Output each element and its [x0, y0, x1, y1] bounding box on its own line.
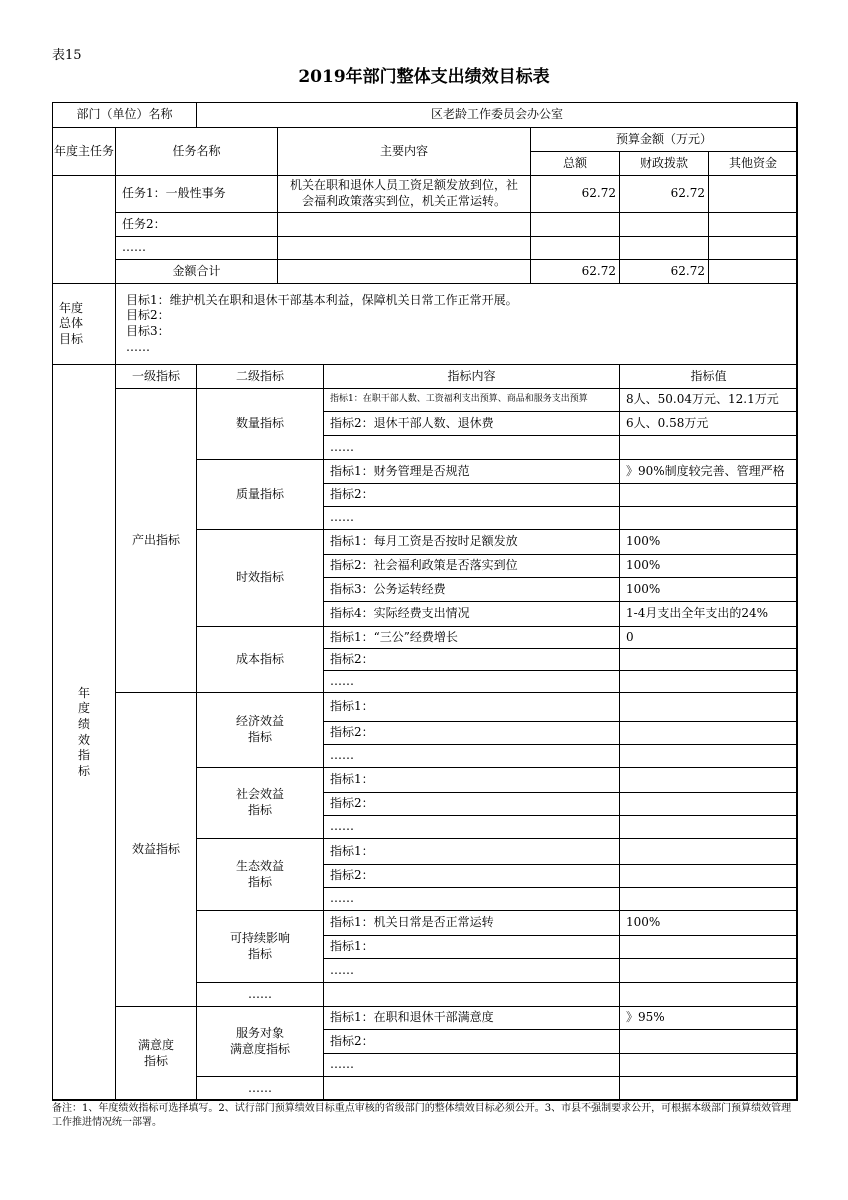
level2-indicator: 社会效益 指标	[196, 767, 324, 839]
indicator-content: 指标2：	[323, 1029, 620, 1054]
level2-indicator: 成本指标	[196, 626, 324, 693]
indicator-content: 指标2：	[323, 648, 620, 671]
indicator-content: 指标1：每月工资是否按时足额发放	[323, 529, 620, 555]
indicator-content: 指标1：	[323, 935, 620, 959]
level2-indicator: 服务对象 满意度指标	[196, 1006, 324, 1077]
task-total: 62.72	[530, 175, 620, 213]
dept-name-value: 区老龄工作委员会办公室	[196, 102, 798, 128]
level2-indicator: 生态效益 指标	[196, 838, 324, 911]
task-content	[277, 212, 531, 237]
sum-total: 62.72	[530, 259, 620, 284]
level1-indicator: 满意度 指标	[115, 1006, 197, 1101]
level2-indicator: 经济效益 指标	[196, 692, 324, 768]
level2-indicator: 质量指标	[196, 459, 324, 530]
task-other	[708, 236, 798, 260]
indicator-value	[619, 887, 798, 911]
task-content-line: 机关在职和退休人员工资足额发放到位，社	[289, 178, 518, 193]
perf-side-label: 年 度 绩 效 指 标	[52, 364, 116, 1101]
indicator-content: 指标1：财务管理是否规范	[323, 459, 620, 484]
sum-fiscal: 62.72	[619, 259, 709, 284]
level2-indicator: 数量指标	[196, 388, 324, 460]
indicator-value	[619, 744, 798, 768]
indicator-content: 指标1：	[323, 767, 620, 793]
level2-indicator: ……	[196, 982, 324, 1007]
indicator-value: 100%	[619, 554, 798, 578]
indicator-value: 1-4月支出全年支出的24%	[619, 601, 798, 627]
indicator-content-header: 指标内容	[323, 364, 620, 389]
indicator-value: 6人、0.58万元	[619, 411, 798, 436]
goals-label-part: 总体	[59, 316, 84, 331]
task-total	[530, 236, 620, 260]
indicator-value	[619, 506, 798, 530]
budget-fiscal-header: 财政拨款	[619, 151, 709, 176]
indicator-content	[323, 1076, 620, 1101]
indicator-content: 指标1：“三公”经费增长	[323, 626, 620, 649]
indicator-content: 指标2：	[323, 792, 620, 816]
indicator-value	[619, 1076, 798, 1101]
indicator-content: 指标1：	[323, 692, 620, 722]
level2-header: 二级指标	[196, 364, 324, 389]
level2-indicator: 可持续影响 指标	[196, 910, 324, 983]
budget-amount-header: 预算金额（万元）	[530, 127, 798, 152]
indicator-value: 8人、50.04万元、12.1万元	[619, 388, 798, 412]
task-name-header: 任务名称	[115, 127, 278, 176]
indicator-content: ……	[323, 435, 620, 460]
level1-indicator: 效益指标	[115, 692, 197, 1007]
indicator-value	[619, 435, 798, 460]
indicator-value-blank	[619, 982, 798, 1007]
indicator-content: 指标2：	[323, 864, 620, 888]
dept-name-label: 部门（单位）名称	[52, 102, 197, 128]
goal-item: ……	[126, 339, 150, 354]
indicator-value	[619, 648, 798, 671]
indicator-value-header: 指标值	[619, 364, 798, 389]
indicator-content: ……	[323, 1053, 620, 1077]
annual-goals	[115, 283, 798, 365]
indicator-value: 》95%	[619, 1006, 798, 1030]
indicator-value: 0	[619, 626, 798, 649]
goal-item: 目标3：	[126, 324, 170, 338]
annual-task-label: 年度主任务	[52, 127, 116, 176]
indicator-value: 100%	[619, 910, 798, 936]
indicator-value	[619, 958, 798, 983]
indicator-content: ……	[323, 887, 620, 911]
indicator-content: 指标2：	[323, 721, 620, 745]
indicator-content: ……	[323, 815, 620, 839]
indicator-content-blank	[323, 982, 620, 1007]
goals-label-part: 年度	[59, 300, 84, 315]
level1-header: 一级指标	[115, 364, 197, 389]
indicator-value	[619, 792, 798, 816]
task-name: 任务1：一般性事务	[115, 175, 278, 213]
indicator-content: 指标3：公务运转经费	[323, 577, 620, 602]
footnote: 备注：1、年度绩效指标可选择填写。2、试行部门预算绩效目标重点审核的省级部门的整体绩效目标必须公开。3、市县不强制要求公开，可根据本级部门预算绩效管理工作推进情况统一部署。	[52, 1103, 792, 1128]
task-name: 任务2：	[115, 212, 278, 237]
indicator-content: 指标2：社会福利政策是否落实到位	[323, 554, 620, 578]
indicator-content: 指标2：退休干部人数、退休费	[323, 411, 620, 436]
budget-other-header: 其他资金	[708, 151, 798, 176]
indicator-value	[619, 692, 798, 722]
indicator-value: 100%	[619, 529, 798, 555]
indicator-content: ……	[323, 506, 620, 530]
sum-blank	[277, 259, 531, 284]
sum-other	[708, 259, 798, 284]
annual-goals-label	[52, 283, 116, 365]
annual-task-blank	[52, 175, 116, 284]
task-other	[708, 212, 798, 237]
indicator-value	[619, 815, 798, 839]
goal-item: 目标2：	[126, 308, 170, 323]
table-number: 表15	[52, 48, 82, 63]
goals-label-part: 目标	[59, 331, 84, 346]
level2-indicator: ……	[196, 1076, 324, 1101]
task-fiscal	[619, 236, 709, 260]
indicator-value	[619, 483, 798, 507]
task-other	[708, 175, 798, 213]
indicator-value	[619, 1029, 798, 1054]
indicator-content: ……	[323, 670, 620, 693]
task-content-line: 会福利政策落实到位，机关正常运转。	[301, 194, 506, 208]
indicator-value: 》90%制度较完善、管理严格	[619, 459, 798, 484]
indicator-content: 指标2：	[323, 483, 620, 507]
level1-indicator: 产出指标	[115, 388, 197, 693]
level2-indicator: 时效指标	[196, 529, 324, 627]
indicator-value	[619, 1053, 798, 1077]
indicator-value	[619, 935, 798, 959]
indicator-content: 指标1：机关日常是否正常运转	[323, 910, 620, 936]
task-content	[277, 175, 531, 213]
indicator-value	[619, 721, 798, 745]
goal-item: 目标1：维护机关在职和退休干部基本利益，保障机关日常工作正常开展。	[126, 292, 518, 307]
indicator-value	[619, 838, 798, 865]
indicator-value	[619, 864, 798, 888]
indicator-value	[619, 767, 798, 793]
indicator-content: 指标4：实际经费支出情况	[323, 601, 620, 627]
main-content-header: 主要内容	[277, 127, 531, 176]
task-fiscal	[619, 212, 709, 237]
indicator-content: 指标1：在职干部人数、工资福利支出预算、商品和服务支出预算	[323, 388, 620, 412]
sum-label: 金额合计	[115, 259, 278, 284]
task-content	[277, 236, 531, 260]
task-name: ……	[115, 236, 278, 260]
indicator-content: 指标1：	[323, 838, 620, 865]
indicator-content: ……	[323, 744, 620, 768]
indicator-content: ……	[323, 958, 620, 983]
task-fiscal: 62.72	[619, 175, 709, 213]
document-title: 2019年部门整体支出绩效目标表	[298, 67, 550, 87]
task-total	[530, 212, 620, 237]
indicator-value: 100%	[619, 577, 798, 602]
budget-total-header: 总额	[530, 151, 620, 176]
indicator-content: 指标1：在职和退休干部满意度	[323, 1006, 620, 1030]
indicator-value	[619, 670, 798, 693]
